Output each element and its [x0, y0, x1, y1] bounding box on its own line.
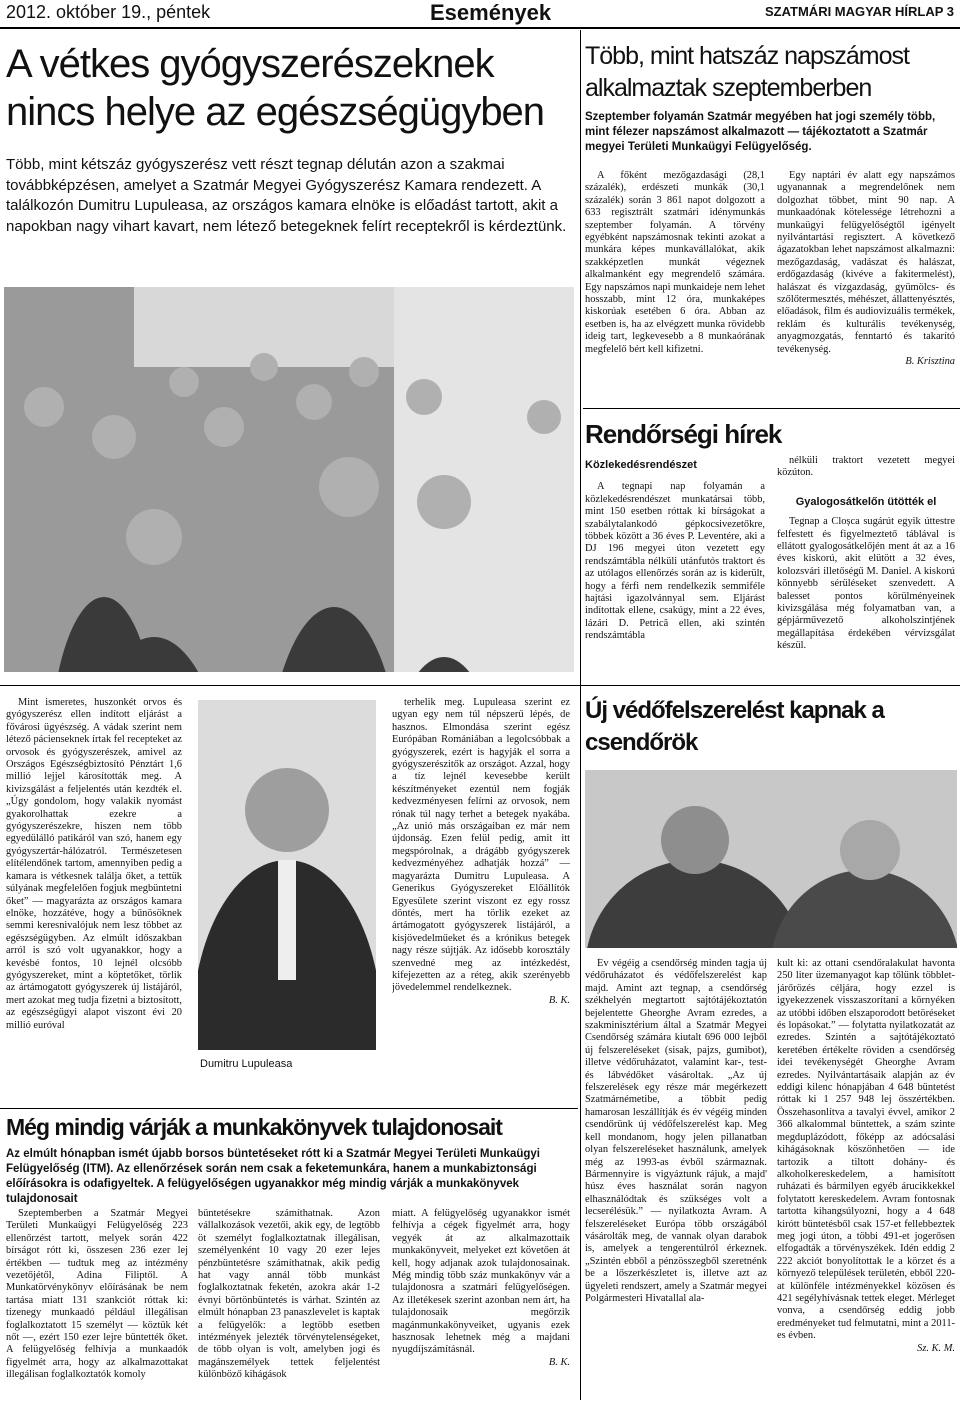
- lupuleasa-photo: [198, 700, 376, 1050]
- column-divider: [580, 30, 581, 1400]
- csendor-photo: [585, 770, 957, 948]
- article3-col1: Közlekedésrendészet A tegnapi nap folyamán a közlekedésrendészet munkatársai több, mint 150 esetben róttak ki bírságokat a szabálytalankodó gépkocsivezetőkre, többek között a 36 éves P. Leventére, aki a DJ 196 megyei úton vezetett egy rendszámtábla nélküli utánfutós traktort és az utólagos ellenőrzés során az is kiderült, hogy a férfi nem rendelkezik semmiféle hajtási igazolvánnyal sem. Eljárást indítottak ellene, csakúgy, mint a 22 éves, lázári D. Petrică ellen, aki szintén rendszámtábla: [585, 459, 765, 642]
- article1-title: A vétkes gyógyszerészeknek nincs helye az egészségügyben: [6, 42, 545, 134]
- article3-rule: [0, 685, 960, 686]
- header-date: 2012. október 19., péntek: [6, 2, 211, 22]
- article2-signature: B. Krisztina: [905, 356, 955, 368]
- lupuleasa-photo-art: [198, 700, 376, 1050]
- audience-photo: [4, 287, 574, 672]
- article4-lead: Az elmúlt hónapban ismét újabb borsos büntetéseket rótt ki a Szatmár Megyei Területi Munkaügyi Felügyelőség (ITM). Az ellenőrzések során nem csak a feketemunkára, hanem a munkabiztonsági előírásokra is odafigyeltek. A felügyelőségen ugyanakkor még mindig várják a munkakönyvek tulajdonosait: [6, 1148, 540, 1205]
- article5-signature: Sz. K. M.: [917, 1342, 955, 1354]
- header-masthead: SZATMÁRI MAGYAR HÍRLAP 3: [765, 4, 954, 19]
- article3-title: Rendőrségi hírek: [585, 419, 782, 449]
- article4-col2: büntetésekre számíthatnak. Azon vállalkozások vezetői, akik egy, de legtöbb öt személyt foglalkoztatnak illegálisan, személyenként 10 vagy 20 ezer lejes pénzbüntetésre számíthatnak, akik pedig hat vagy annál több munkást foglalkoztatnak feketén, azokra akár 1-2 évnyi börtönbüntetés is várhat. Szintén az elmúlt hónapban 23 panaszlevelet is kaptak a felügyelők: a legtöbb esetben intézmények jelezték törvénytelenségeket, de több olyan is volt, amelyben jogi és magánszemélyek tettek feljelentést különböző kihágások: [198, 1208, 380, 1381]
- article5-col1: Év végéig a csendőrség minden tagja új védőruházatot és védőfelszerelést kap majd. Amint azt tegnap, a csendőrség székhelyén megtartott sajtótájékoztatón bejelentette Gheorghe Avram ezredes, a szakminisztérium által a Szatmár Megyei Csendőrség számára kiutalt 696 000 lejből új felszereléseket (sisak, pajzs, gumibot), illetve védőruházatot, valamint kar-, test- és lábvédőket vásároltak. „Az új felszerelések egy része már megérkezett Szatmárnémetibe, a többit pedig hamarosan leszállítják és év végéig minden csendőrünk új védőfelszerelést kap. Meg kell mondanom, hogy jelen pillanatban olyan felszereléseket használunk, amelyek még az 1993-as évből származnak. Bármennyire is vigyáztunk rájuk, a majd' húsz éves használat során nagyon elhasználódtak és szükséges volt a lecserélésük.” — nyilatkozta Avram. A felszereléseket Európa több országából vásárolták meg, de vannak olyan darabok is, amelyek a tengerentúlról érkeznek. „Szintén ebből a pénzösszegből szeretnénk be a lőszerkészletet is, illetve azt az ügyeleti rendszert, amely a Szatmár megyei Polgármesteri Hivatallal ala-: [585, 958, 767, 1304]
- article3-col2: nélküli traktort vezetett megyei közúton. Gyalogosátkelőn ütötték el Tegnap a Cloșca sugárút egyik úttestre felfestett és figyelmeztető táblával is ellátott gyalogosátkelőjén ment át az a 16 éves kiskorú, akit elütött a 32 éves, kolozsvári illetőségű M. Daniel. A kiskorú könnyebb sérüléseket szenvedett. A balesset pontos körülményeinek kivizsgálása még folyamatban van, a gépjárművezető alkoholszintjének megállapítása érdekében vérvizsgálat készül.: [777, 455, 955, 652]
- header-section: Események: [430, 0, 552, 25]
- article1-col1: Mint ismeretes, huszonkét orvos és gyógyszerész ellen indított eljárást a fővárosi ügyészség. A vádak szerint nem létező pácienseknek írtak fel recepteket az orvosok és gyógyszerészek, amivel az Országos Egészségbiztosító Pénztárt 1,6 millió lejjel károsították meg. A kivizsgálást a feljelentés után kezdték el. „Úgy gondolom, hogy valakik nyomást gyakorolhattak ezekre a gyógyszerészekre, hiszen nem több egyedülálló patikáról van szó, hanem egy gyógyszertár-hálózatról. Természetesen elítélendőnek tartom, amennyiben pedig a kamara is vétkesnek találja őket, a tettük súlyának megfelelően fogjuk megbüntetni őket” — magyarázta az országos kamara elnöke, hozzátéve, hogy a bűnösöknek semmi keresnivalójuk nem lesz többet az egészségügyben. Az elmúlt időszakban arról is szó volt ugyanakkor, hogy a kevésbé fontos, 10 lejnél olcsóbb gyógyszereket, mint a köptetőket, törlik az ártámogatott gyógyszerek új listájáról, mert azokat meg tudja fizetni a biztosított, az egészségügyi alapot viszont évi 20 millió euróval: [6, 697, 182, 1031]
- article4-signature: B. K.: [548, 1356, 570, 1368]
- csendor-photo-art: [585, 770, 957, 948]
- article2-col1: A főként mezőgazdasági (28,1 százalék), erdészeti munkák (30,1 százalék) során 3 861 napot dolgozott a 633 regisztrált szatmári idénymunkás szeptember folyamán. A törvény egyébként napszámosnak tekinti azokat a munkára képes munkavállalókat, akik szakképzetlen munkát végeznek alkalmanként egy megrendelő számára. Egy napszámos napi munkaideje nem lehet hosszabb, mint 12 óra, munkaképes kiskorúak esetében 6 óra. Abban az esetben is, ha az elvégzett munka rövidebb ideig tart, legkevesebb a 8 munkaórának megfelelő bért kell kifizetni.: [585, 170, 765, 355]
- article2-rule: [583, 408, 960, 409]
- article4-title: Még mindig várják a munkakönyvek tulajdonosait: [6, 1114, 502, 1140]
- article1-signature: B. K.: [548, 994, 570, 1006]
- audience-photo-art: [4, 287, 574, 672]
- article3-sub1: Közlekedésrendészet: [585, 459, 697, 471]
- article4-rule: [0, 1108, 578, 1109]
- article5-col2: kult ki: az ottani csendőralakulat havonta 250 liter üzemanyagot kap tőlünk többlet-járőrözés céljára, hogy ezzel is igyekezzenek visszaszorítani a környéken az utóbbi időben elszaporodott betöréseket és lopásokat.” — folytatta nyilatkozatát az ezredes. Szintén a sajtótájékoztató keretében értékelte röviden a csendőrség idei tevékenységét Gheorghe Avram ezredes. Nyilvántartásaik alapján az év eddigi kilenc hónapjában 4 648 büntetést róttak ki 1 257 948 lej összértékben. Összehasonlítva a tavalyi évvel, amikor 2 366 alkalommal büntettek, a szám szinte megduplázódott, főképp az adócsalási kihágásoknak köszönhetően — ide tartozik a tiltott dohány- és alkoholkereskedelem, a hamisított ruházati és bármilyen egyéb árucikkekkel folytatott kereskedelem. Avram fontosnak tartotta kihangsúlyozni, hogy a 4 648 kirótt büntetésből csak 157-et fellebbeztek meg jogi úton, a többi 491-et jogerősen elfogadták a törvényszékek. Idén eddig 2 222 akciót bonyolítottak le a körzet és a környező települések területén, ebből 220-at különféle intézményekkel közösen és 421 segélyhívásnak tettek eleget. Mérleget vonva, a csendőrség eddig jobb eredményeket tud felmutatni, mint a 2011-es évben. Sz. K. M.: [777, 958, 955, 1354]
- header-rule: [0, 27, 960, 29]
- article4-col3: miatt. A felügyelőség ugyanakkor ismét felhívja a cégek figyelmét arra, hogy vegyék át az alkalmazottaik munkakönyveit, melyeket ezt követően át kell, hogy adjanak azok tulajdonosainak. Még mindig több száz munkakönyv vár a tulajdonosra a szatmári felügyelőségen. Az illetékesek szerint azonban nem árt, ha tulajdonosaik megőrzik magánmunkakönyveiket, ugyanis ezek hasznosak lehetnek még a majdani nyugdíjszámításnál. B. K.: [392, 1208, 570, 1368]
- photo-caption: Dumitru Lupuleasa: [200, 1058, 293, 1070]
- article2-lead: Szeptember folyamán Szatmár megyében hat jogi személy több, mint félezer napszámost alkalmazott — tájékoztatott a Szatmár megyei Területi Munkaügyi Felügyelőség.: [585, 111, 936, 153]
- article5-title: Új védőfelszerelést kapnak a csendőrök: [585, 697, 884, 756]
- article1-lead: Több, mint kétszáz gyógyszerész vett részt tegnap délután azon a szakmai továbbképzésen, amelyet a Szatmár Megyei Gyógyszerész Kamara rendezett. A találkozón Dumitru Lupuleasa, az országos kamara elnöke is előadást tartott, akit a napokban nagy vihart kavart, nem létező betegeknek felírt receptekről is kérdeztünk.: [6, 156, 567, 235]
- article3-sub2: Gyalogosátkelőn ütötték el: [795, 495, 937, 508]
- article4-col1: Szeptemberben a Szatmár Megyei Területi Munkaügyi Felügyelőség 223 ellenőrzést tartott, melyek során 422 bírságot rótt ki, összesen 236 ezer lej értékben — tudtuk meg az intézmény vezetőjétől, Adina Filiptől. A Munkatörvénykönyv előírásának be nem tartása miatt 131 szankciót róttak ki: tizenegy munkaadó például illegálisan foglalkoztatott 15 személyt — köztük két nőt —, ezért 150 ezer lejre büntették őket. A felügyelőség felhívja a munkaadók figyelmét arra, hogy az alkalmazottakat illegálisan foglalkoztatók komoly: [6, 1208, 188, 1381]
- article2-title: Több, mint hatszáz napszámost alkalmaztak szeptemberben: [585, 42, 909, 102]
- article2-col2: Egy naptári év alatt egy napszámos ugyanannak a megrendelőnek nem dolgozhat többet, mint 90 nap. A munkaadónak kötelessége létrehozni a munkaügyi felügyelőségtől igényelt nyilvántartási regisztert. A következő ágazatokban lehet napszámost alkalmazni: mezőgazdaság, vadászat és halászat, erdőgazdaság (kivéve a fakitermelést), halászat és vízgazdaság, gyümölcs- és szőlőtermesztés, méhészet, állattenyésztés, előadások, film és audiovizuális termékek, reklám és kulturális tevékenység, anyagmozgatás, fenntartó és takarító tevékenység. B. Krisztina: [777, 170, 955, 368]
- article1-col2: terhelik meg. Lupuleasa szerint ez ugyan egy nem túl népszerű lépés, de hasznos. Elmondása szerint egész Európában Romániában a legolcsóbbak a gyógyszerek, ezért is hagyják el sorra a gyógyszerészitők az országot. Azzal, hogy a tíz lejnél kevesebbe került készítményeket ezentúl nem fogják kedvezményesen felírni az orvosok, nem rónak túl nagy terhet a betegek nyakába. „Az unió más országaiban ez már nem újdonság. Ezen felül pedig, amit itt megspórolnak, a drágább gyógyszerek kedvezményéhez adhatják hozzá” — magyarázta Dumitru Lupuleasa. A Generikus Gyógyszereket Előállítók Egyesülete szerint viszont ez egy rossz döntés, mert ha törlik ezeket az ártámogatott gyógyszerek listájáról, a kisjövedelműeket és a krónikus betegek nagy része sújtják. Az idősebb korosztály szenvedné meg az intézkedést, kifejezetten az a réteg, akik szerényebb jövedelemmel rendelkeznek. B. K.: [392, 697, 570, 1006]
